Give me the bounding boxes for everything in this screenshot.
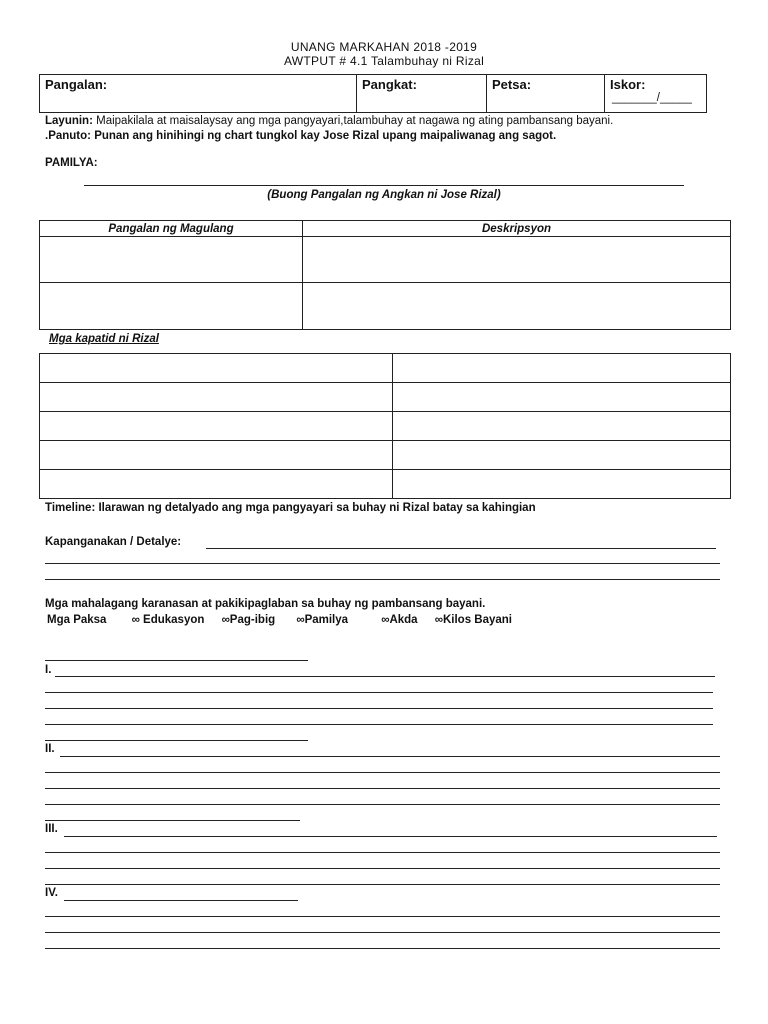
section-number: I. xyxy=(45,664,52,676)
parent-name-cell[interactable] xyxy=(40,283,303,330)
answer-line[interactable] xyxy=(45,948,720,949)
answer-line[interactable] xyxy=(45,692,713,693)
parents-table xyxy=(39,220,731,330)
answer-line[interactable] xyxy=(45,852,720,853)
worksheet-quarter-title: UNANG MARKAHAN 2018 -2019 xyxy=(290,40,478,54)
section-number: II. xyxy=(45,743,55,755)
family-name-line xyxy=(84,185,684,186)
parents-col-name: Pangalan ng Magulang xyxy=(40,221,303,237)
objective-label: Layunin: xyxy=(45,115,93,127)
objective-line xyxy=(45,115,735,127)
answer-line[interactable] xyxy=(64,836,717,837)
section-number: IV. xyxy=(45,887,59,899)
answer-line[interactable] xyxy=(45,708,713,709)
topics-label: Mga Paksa xyxy=(47,614,107,626)
section-number: III. xyxy=(45,823,58,835)
sibling-cell[interactable] xyxy=(393,354,731,383)
group-field-label: Pangkat: xyxy=(362,77,417,92)
instruction-text: .Panuto: Punan ang hinihingi ng chart tungkol kay Jose Rizal upang maipaliwanag ang sagot. xyxy=(45,130,557,142)
topic-family: ∞Pamilya xyxy=(296,614,349,626)
worksheet-output-title: AWTPUT # 4.1 Talambuhay ni Rizal xyxy=(283,54,485,68)
topic-education: ∞ Edukasyon xyxy=(131,614,205,626)
parent-description-cell[interactable] xyxy=(303,283,731,330)
experiences-heading: Mga mahalagang karanasan at pakikipaglaban sa buhay ng pambansang bayani. xyxy=(45,598,486,610)
info-divider xyxy=(486,74,487,113)
sibling-cell[interactable] xyxy=(40,354,393,383)
parents-col-description: Deskripsyon xyxy=(303,221,731,237)
sibling-cell[interactable] xyxy=(40,412,393,441)
topic-line[interactable] xyxy=(45,740,308,741)
answer-line[interactable] xyxy=(45,579,720,580)
answer-line[interactable] xyxy=(45,772,720,773)
topic-works: ∞Akda xyxy=(381,614,418,626)
score-field-label: Iskor: xyxy=(610,77,646,92)
info-divider xyxy=(356,74,357,113)
sibling-cell[interactable] xyxy=(393,412,731,441)
sibling-cell[interactable] xyxy=(40,470,393,499)
answer-line[interactable] xyxy=(45,932,720,933)
birth-detail-line[interactable] xyxy=(206,548,716,549)
name-field-label: Pangalan: xyxy=(45,77,108,92)
topic-line[interactable] xyxy=(64,900,298,901)
timeline-instruction: Timeline: Ilarawan ng detalyado ang mga pangyayari sa buhay ni Rizal batay sa kahingian xyxy=(45,502,536,514)
answer-line[interactable] xyxy=(45,563,720,564)
sibling-cell[interactable] xyxy=(40,441,393,470)
sibling-cell[interactable] xyxy=(393,441,731,470)
answer-line[interactable] xyxy=(45,916,720,917)
topics-row xyxy=(47,614,512,626)
answer-line[interactable] xyxy=(45,868,720,869)
answer-line[interactable] xyxy=(45,884,720,885)
family-heading: PAMILYA: xyxy=(45,157,98,169)
birth-detail-label: Kapanganakan / Detalye: xyxy=(45,536,182,548)
topic-love: ∞Pag-ibig xyxy=(221,614,276,626)
score-blank: _______/_____ xyxy=(612,92,692,104)
topic-heroic-acts: ∞Kilos Bayani xyxy=(434,614,513,626)
parent-description-cell[interactable] xyxy=(303,237,731,283)
siblings-heading: Mga kapatid ni Rizal xyxy=(49,333,159,345)
answer-line[interactable] xyxy=(60,756,720,757)
answer-line[interactable] xyxy=(45,724,713,725)
siblings-table xyxy=(39,353,731,499)
objective-text: Maipakilala at maisalaysay ang mga pangyayari,talambuhay at nagawa ng ating pambansang bayani. xyxy=(92,115,614,127)
family-name-caption: (Buong Pangalan ng Angkan ni Jose Rizal) xyxy=(267,189,501,201)
sibling-cell[interactable] xyxy=(40,383,393,412)
topic-line[interactable] xyxy=(45,660,308,661)
answer-line[interactable] xyxy=(45,788,720,789)
answer-line[interactable] xyxy=(55,676,715,677)
parent-name-cell[interactable] xyxy=(40,237,303,283)
sibling-cell[interactable] xyxy=(393,470,731,499)
info-divider xyxy=(604,74,605,113)
date-field-label: Petsa: xyxy=(492,77,532,92)
topic-line[interactable] xyxy=(45,820,300,821)
answer-line[interactable] xyxy=(45,804,720,805)
sibling-cell[interactable] xyxy=(393,383,731,412)
